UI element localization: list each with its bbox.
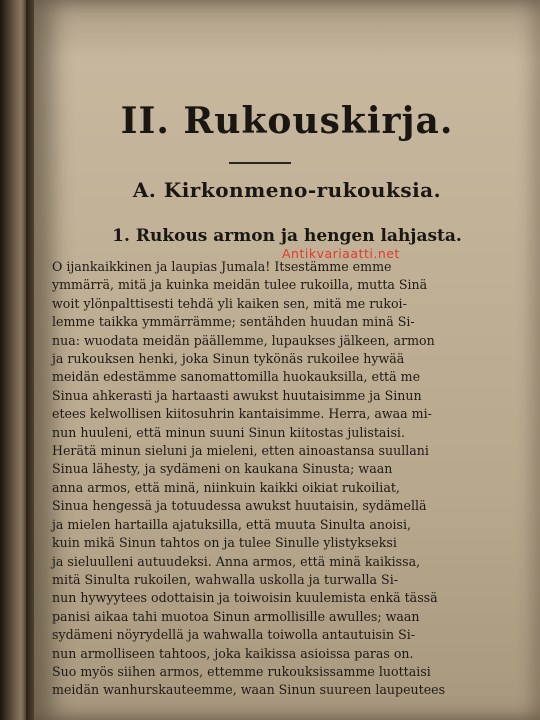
text-line: ja mielen hartailla ajatuksilla, että muuta Sinulta anoisi, <box>52 516 412 532</box>
text-line: nun hywyytees odottaisin ja toiwoisin kuulemista enkä tässä <box>52 590 438 606</box>
book-page <box>34 0 540 720</box>
text-line: sydämeni nöyrydellä ja wahwalla toiwolla antautuisin Si- <box>52 627 415 643</box>
text-line: Sinua hengessä ja totuudessa awukst huutaisin, sydämellä <box>52 498 427 514</box>
text-line: mitä Sinulta rukoilen, wahwalla uskolla ja turwalla Si- <box>52 571 398 587</box>
text-line: Sinua ahkerasti ja hartaasti awukst huutaisimme ja Sinun <box>52 387 422 403</box>
page-shading <box>34 0 540 60</box>
text-line: nua: wuodata meidän päällemme, lupaukses jälkeen, armon <box>52 332 435 348</box>
prayer-text <box>52 258 482 700</box>
text-line: kuin mikä Sinun tahtos on ja tulee Sinulle ylistykseksi <box>52 535 397 551</box>
prayer-title: 1. Rukous armon ja hengen lahjasta. <box>112 226 462 246</box>
text-line: nun huuleni, että minun suuni Sinun kiitostas julistaisi. <box>52 424 405 440</box>
text-line: ja rukouksen henki, joka Sinun tykönäs rukoilee hywää <box>52 351 405 367</box>
text-line: etees kelwollisen kiitosuhrin kantaisimme. Herra, awaa mi- <box>52 406 432 422</box>
text-line: anna armos, että minä, niinkuin kaikki oikiat rukoiliat, <box>52 479 400 495</box>
text-line: ja sieluulleni autuudeksi. Anna armos, että minä kaikissa, <box>52 553 421 569</box>
section-subheading: A. Kirkonmeno-rukouksia. <box>132 178 442 202</box>
text-line: meidän edestämme sanomattomilla huokauksilla, että me <box>52 369 421 385</box>
text-line: ymmärrä, mitä ja kuinka meidän tulee rukoilla, mutta Sinä <box>52 277 428 293</box>
text-line: panisi aikaa tahi muotoa Sinun armollisille awulles; waan <box>52 608 420 624</box>
watermark-text: Antikvariaatti.net <box>282 246 400 261</box>
previous-page-edge <box>0 0 28 720</box>
text-line: nun armolliseen tahtoos, joka kaikissa asioissa paras on. <box>52 645 414 661</box>
text-line: Herätä minun sieluni ja mieleni, etten ainoastansa suullani <box>52 443 429 459</box>
text-line: meidän wanhurskauteemme, waan Sinun suureen laupeutees <box>52 682 446 698</box>
heading-divider <box>229 162 291 164</box>
text-line: Suo myös siihen armos, ettemme rukouksissamme luottaisi <box>52 663 431 679</box>
text-line: lemme taikka ymmärrämme; sentähden huudan minä Si- <box>52 314 415 330</box>
chapter-heading: II. Rukouskirja. <box>120 100 454 142</box>
text-line: Sinua lähesty, ja sydämeni on kaukana Sinusta; waan <box>52 461 393 477</box>
text-line: woit ylönpalttisesti tehdä yli kaiken sen, mitä me rukoi- <box>52 295 407 311</box>
text-line: O ijankaikkinen ja laupias Jumala! Itsestämme emme <box>52 259 392 274</box>
